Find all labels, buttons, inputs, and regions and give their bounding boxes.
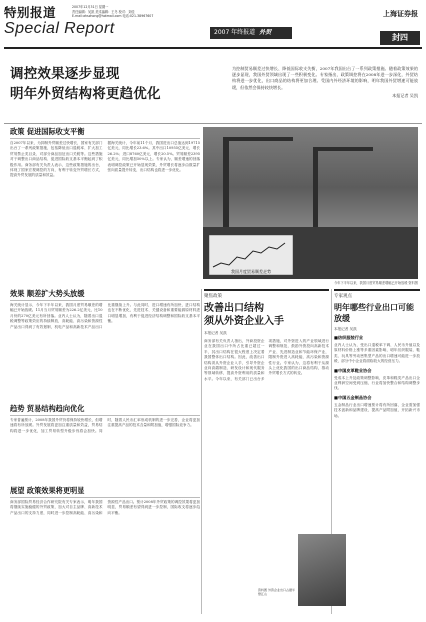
trend-chart-inset <box>209 235 293 275</box>
contact-line: E-mail:ahszhong@hotmail.com 电话:021-38967607 <box>72 14 154 19</box>
badge-handwriting: 外贸 <box>259 29 272 36</box>
main-headline <box>10 64 200 104</box>
section-heading: 政策 促进国际收支平衡 <box>10 127 200 139</box>
article-text: 受成本上升及政策调整影响，皮革和鞋类产品出口企业利润空间受到压缩，行业将加快整合和结构调整步伐。 <box>334 375 420 391</box>
issue-meta <box>72 5 222 19</box>
masthead <box>4 3 422 49</box>
article-title: 明年哪些行业出口可能放缓 <box>334 303 414 323</box>
factory-photo <box>298 534 346 606</box>
photo-crane <box>223 137 229 227</box>
article-text: 自2007年以来，为抑制外贸顺差过快增长，国家有关部门出台了一系列政策措施，包括降低出口退税率、扩大加工贸易禁止类目录、对部分商品加征出口关税等。这些措施对于调整出口商品结构、促进国际收支基本平衡起到了积极作用。商务部有关负责人表示，这些政策措施的出台，体现了国家宏观调控的方向，有利于转变外贸增长方式，提高外贸发展的质量和效益。 <box>10 141 103 178</box>
headline-line-2: 明年外贸结构将更趋优化 <box>10 86 161 102</box>
section-outlook <box>10 486 200 516</box>
photo-crane <box>313 147 373 151</box>
editor-line: 责任编辑：吴凯 美术编辑：王冬 校对：刘佳 <box>72 9 135 14</box>
article-title-line-2: 须从外资企业入手 <box>204 316 284 327</box>
section-trend <box>10 404 200 434</box>
middle-article <box>204 289 329 571</box>
article-text: 五金制品行业出口增速预计将有所回落，企业需加强技术创新和品牌建设，提高产品附加值，开拓新兴市场。 <box>334 402 420 418</box>
column-subtitle: Special Report <box>4 20 115 37</box>
section-columns <box>10 141 200 179</box>
inset-caption: 我国月度贸易顺差走势 <box>231 269 271 274</box>
section-heading: 展望 政策效果将更明显 <box>10 486 200 498</box>
section-heading: 效果 顺差扩大势头放缓 <box>10 289 200 301</box>
subsection-heading: ■中国五金制品协会 <box>334 394 372 400</box>
article-text: 商务部国际贸易经济合作研究院有关专家表示，明年我国将继续实施稳健的外贸政策，加大对自主品牌、高新技术产品出口的支持力度，同时进一步控制高耗能、高污染和资源性产品出口。预计2008年外贸政策的调控效果将更加明显，贸易顺差有望得到进一步控制，国际收支将逐步趋向平衡。 <box>10 500 200 515</box>
photo-crane <box>313 147 318 227</box>
article-label: 聚焦政策 <box>204 289 329 299</box>
column-title: 特别报道 <box>4 5 57 20</box>
page-label: 封四 <box>380 31 420 45</box>
section-effect <box>10 289 200 330</box>
lead-text: 为控制贸易顺差过快增长、降低国际收支失衡，2007年我国出台了一系列政策措施。随着政策效果的逐步显现，我国外贸领域出现了一些积极变化。专家指出，政策调控将在2008年进一步深化，外贸结构将进一步优化，出口商品的结构将更加合理。受国内外经济环境的影响，明年我国外贸增速可能放缓，但依然会保持较快增长。 <box>232 66 418 90</box>
article-text: 据海关统计，今年前11个月，我国进出口总值达到19715亿美元，同比增长23.6%。其中出口10955亿美元，增长26.2%；进口8760亿美元，增长20.5%。贸易顺差2395亿美元，同比增加50%以上。专家认为，顺差增速的回落表明调控政策已开始显现效果，外贸增长将逐步由数量扩张向质量提升转变，出口结构也将进一步优化。 <box>107 141 200 173</box>
article-title-line-1: 改善出口结构 <box>204 303 264 314</box>
article-text: 业内人士认为，受出口退税率下调、人民币升值以及原材料价格上涨等多重因素影响，明年纺织服装、鞋类、玩具等劳动密集型产品的出口增速可能进一步放缓，部分中小企业将面临较大的经营压力。 <box>334 343 420 364</box>
headline-line-1: 调控效果逐步显现 <box>10 66 120 82</box>
article-text: 商务部有关负责人指出，外商投资企业在我国出口中所占比重已超过一半，其出口结构在很大程度上决定着我国整体出口结构。因此，改善出口结构须从外资企业入手，引导外资企业向高端制造、研发设计和现代服务等领域转移，提高外资利用的质量和水平。今年以来，有关部门已出台多项措施，对外资进入的产业领域进行调整和规范，鼓励外资投向高新技术产业、先进制造业和节能环保产业，限制外资进入高耗能、高污染和资源性行业。专家认为，这将有利于从源头上优化我国的出口商品结构，推动外贸增长方式的转变。 <box>204 339 329 381</box>
article-author: 本报记者 吴凯 <box>334 327 357 331</box>
newspaper-brand: 上海证券报 <box>383 9 418 18</box>
issue-date: 2007年12月31日 星期一 <box>72 5 109 9</box>
subsection-heading: ■中国皮革鞋业协会 <box>334 367 372 373</box>
badge-text: 2007 年终报道 <box>214 29 256 36</box>
factory-photo-caption: 资料图 外资企业出口占据半壁江山 <box>258 588 295 597</box>
port-photo <box>203 127 418 279</box>
section-heading: 趋势 贸易结构趋向优化 <box>10 404 200 416</box>
article-text: 专家普遍预计，2008年我国外贸仍将保持较快增长，但增速将有所放缓。外贸发展将更加注重质量和效益，贸易结构将进一步优化，加工贸易转型升级步伐将会加快。同时，随着人民币汇率形成机制的进一步完善，企业将更加注重提高产品的技术含量和附加值，增强国际竞争力。 <box>10 418 200 433</box>
article-label: 专家观点 <box>334 289 420 299</box>
article-text: 海关统计显示，今年下半年以来，我国月度贸易顺差的增幅已开始放缓。11月当月贸易顺差为226.2亿美元，比10月份的270亿美元有所回落。业内人士认为，随着出口退税调整等政策效应的持续释放，高耗能、高污染和资源性产品出口得到了有效遏制，机电产品和高新技术产品出口比重继续上升。与此同时，进口增速有所加快，进口结构也在不断优化，先进技术、关键设备和重要能源原材料进口明显增加，有利于促进经济结构调整和国际收支基本平衡。 <box>10 303 200 329</box>
article-author: 本报记者 吴凯 <box>204 331 227 335</box>
year-end-badge <box>210 27 292 39</box>
divider <box>4 123 422 124</box>
lead-paragraph <box>232 66 418 99</box>
lead-byline: 本报记者 吴凯 <box>392 92 418 98</box>
subsection-heading: ■纺织服装行业 <box>334 335 364 340</box>
article-title <box>204 302 329 328</box>
column-divider <box>201 289 202 614</box>
section-policy <box>10 127 200 179</box>
photo-crane <box>223 137 293 141</box>
photo-caption: 今年下半年以来，我国月度贸易顺差增幅已开始放缓 资料图 <box>334 281 418 285</box>
right-article <box>334 289 420 419</box>
